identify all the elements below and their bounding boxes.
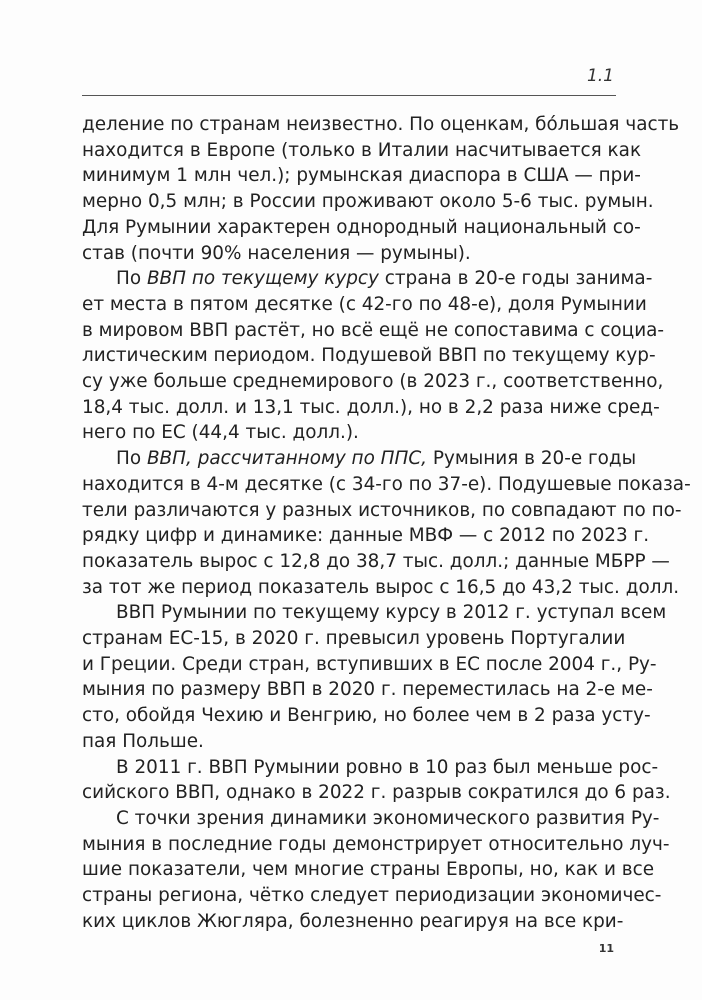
text-line: мыния по размеру ВВП в 2020 г. переместилась на 2-е ме- [82,679,653,701]
text-line: страны региона, чётко следует периодизации экономичес- [82,885,662,907]
text-line: 18,4 тыс. долл. и 13,1 тыс. долл.), но в 2,2 раза ниже сред- [82,396,660,418]
paragraph [82,806,670,935]
text-line: сийского ВВП, однако в 2022 г. разрыв сократился до 6 раз. [82,782,671,804]
text-line: и Греции. Среди стран, вступивших в ЕС после 2004 г., Ру- [82,653,657,675]
text-line: листическим периодом. Подушевой ВВП по текущему кур- [82,345,656,367]
text-run: В 2011 г. ВВП Румынии ровно в 10 раз был меньше рос- [116,756,659,778]
text-run: С точки зрения динамики экономического развития Ру- [116,807,660,829]
text-line: находится в 4-м десятке (с 34-го по 37-е). Подушевые показа- [82,473,691,495]
text-line [82,806,660,832]
text-line [82,600,667,626]
text-line [82,266,653,292]
text-line: показатель вырос с 12,8 до 38,7 тыс. долл.; данные МБРР — [82,550,670,572]
emphasis: ВВП, рассчитанному по ППС, [146,448,428,470]
text-line: минимум 1 млн чел.); румынская диаспора в США — при- [82,165,641,187]
text-line: ких циклов Жюгляра, болезненно реагируя на все кри- [82,910,624,932]
text-line: су уже больше среднемирового (в 2023 г., соответственно, [82,371,664,393]
text-line: него по ЕС (44,4 тыс. долл.). [82,422,359,444]
text-line: шие показатели, чем многие страны Европы, но, как и все [82,859,655,881]
text-line: странам ЕС-15, в 2020 г. превысил уровень Португалии [82,628,626,650]
body-text [82,112,691,935]
text-run: ВВП Румынии по текущему курсу в 2012 г. уступал всем [116,602,667,624]
text-line: деление по странам неизвестно. По оценкам, бо́льшая часть [82,114,680,135]
text-line: находится в Европе (только в Италии насчитывается как [82,139,642,161]
header-rule [82,95,616,96]
paragraph [82,446,691,600]
text-line [82,755,659,781]
text-run: По [116,448,147,470]
text-run: страна в 20-е годы занима- [378,268,653,290]
text-run: Румыния в 20-е годы [427,448,637,470]
paragraph [82,112,680,266]
text-line: Для Румынии характерен однородный национальный со- [82,216,641,238]
page-number: 11 [598,942,614,955]
text-line: за тот же период показатель вырос с 16,5 до 43,2 тыс. долл. [82,576,680,598]
text-line [82,446,637,472]
text-line: пая Польше. [82,730,204,752]
text-line: ет места в пятом десятке (с 42-го по 48-е), доля Румынии [82,293,647,315]
text-line: тели различаются у разных источников, по совпадают по по- [82,499,682,521]
section-number: 1.1 [586,66,614,86]
text-line: в мировом ВВП растёт, но всё ещё не сопоставима с социа- [82,319,665,341]
text-line: мерно 0,5 млн; в России проживают около 5-6 тыс. румын. [82,191,654,213]
text-line: мыния в последние годы демонстрирует относительно луч- [82,833,670,855]
emphasis: ВВП по текущему курсу [146,268,379,290]
text-line: став (почти 90% населения — румыны). [82,242,471,264]
text-line: рядку цифр и динамике: данные МВФ — с 2012 по 2023 г. [82,525,650,547]
paragraph [82,755,671,806]
text-line: сто, обойдя Чехию и Венгрию, но более чем в 2 раза усту- [82,705,651,727]
paragraph [82,600,667,754]
paragraph [82,266,665,446]
text-run: По [116,268,147,290]
